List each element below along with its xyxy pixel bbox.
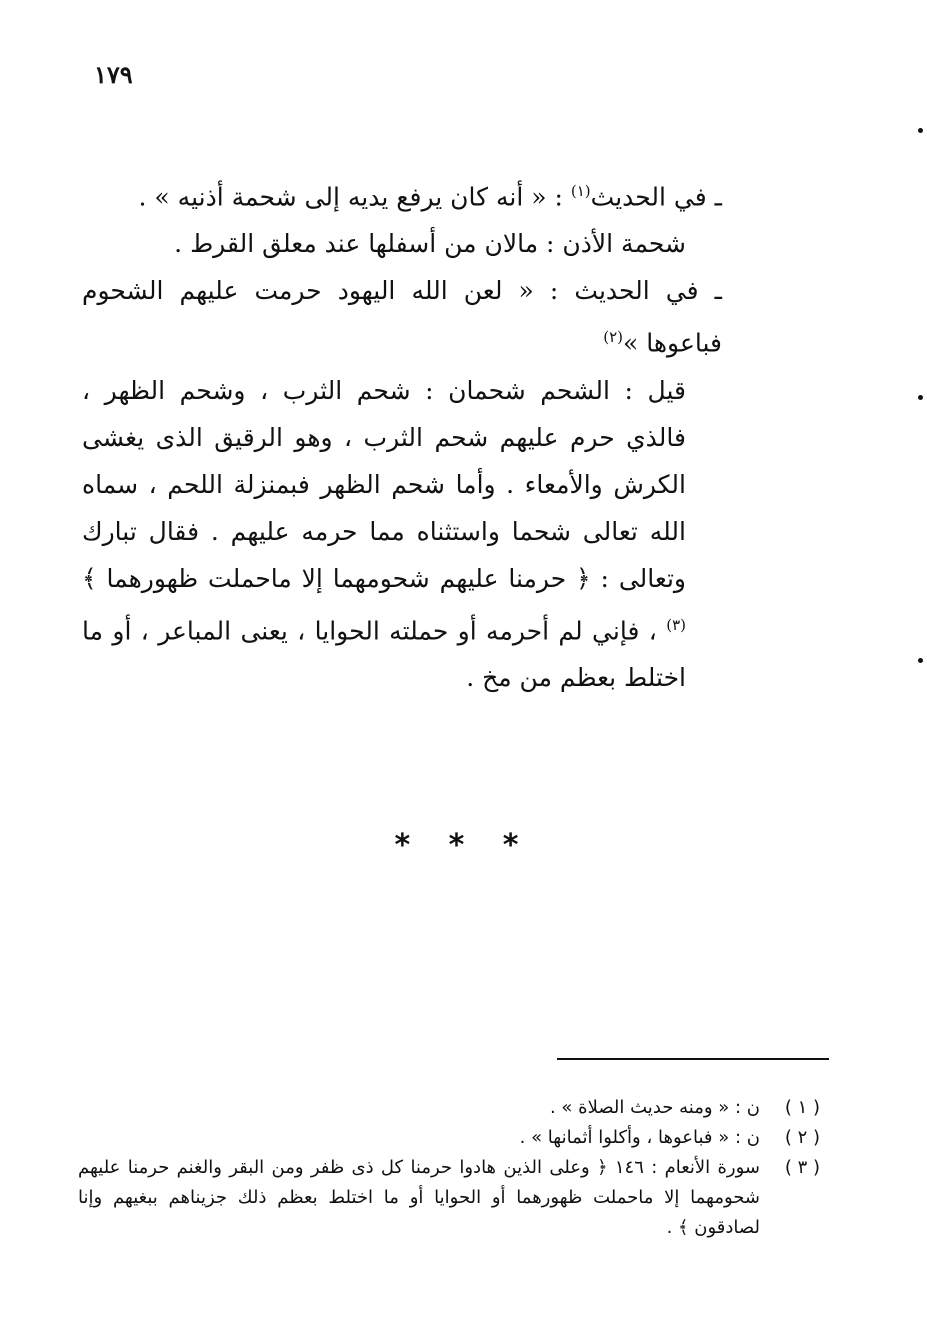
paragraph-hadith-2: ـ في الحديث : « لعن الله اليهود حرمت عليهم الشحوم فباعوها »$^{(٢)}$ xyxy=(82,276,722,358)
margin-dot xyxy=(918,658,923,663)
footnote-item xyxy=(78,1153,820,1243)
margin-dot xyxy=(918,395,923,400)
footnote-divider xyxy=(557,1058,829,1060)
footnote-text: سورة الأنعام : ١٤٦ ﴿ وعلى الذين هادوا حرمنا كل ذى ظفر ومن البقر والغنم حرمنا عليهم شحومهما إلا ماحملت ظهورهما أو الحوايا أو ما اختلط بعظم ذلك جزيناهم ببغيهم وإنا لصادقون ﴾ . xyxy=(78,1157,760,1238)
footnote-number: ( ٢ ) xyxy=(784,1127,820,1148)
paragraph-definition: شحمة الأذن : مالان من أسفلها عند معلق القرط . xyxy=(174,229,686,259)
footnotes xyxy=(78,1093,820,1243)
footnote-number: ( ١ ) xyxy=(784,1097,820,1118)
footnote-text: ن : « فباعوها ، وأكلوا أثمانها » . xyxy=(519,1127,760,1148)
footnote-ref-1: (١) xyxy=(570,182,591,200)
footnote-item xyxy=(78,1093,820,1123)
footnote-text: ن : « ومنه حديث الصلاة » . xyxy=(549,1097,760,1118)
footnote-ref-2: (٢) xyxy=(603,328,623,347)
page-number: ١٧٩ xyxy=(94,60,133,89)
footnote-ref-3: (٣) xyxy=(666,615,686,634)
section-separator: * * * xyxy=(394,828,533,863)
main-text xyxy=(82,168,722,701)
footnote-item xyxy=(78,1123,820,1153)
footnote-number: ( ٣ ) xyxy=(784,1157,820,1178)
paragraph-hadith-1: ـ في الحديث$^{(١)}$ : « أنه كان يرفع يديه إلى شحمة أذنيه » . xyxy=(138,182,722,212)
margin-dot xyxy=(918,128,923,133)
paragraph-commentary: قيل : الشحم شحمان : شحم الثرب ، وشحم الظهر ، فالذي حرم عليهم شحم الثرب ، وهو الرقيق الذى يغشى الكرش والأمعاء . وأما شحم الظهر فبمنزلة اللحم ، سماه الله تعالى شحما واستثناه مما حرمه عليهم . فقال تبارك وتعالى : ﴿ حرمنا عليهم شحومهما إلا ماحملت ظهورهما ﴾$^{(٣)}$ ، فإني لم أحرمه أو حملته الحوايا ، يعنى المباعر ، أو ما اختلط بعظم من مخ . xyxy=(82,375,686,692)
